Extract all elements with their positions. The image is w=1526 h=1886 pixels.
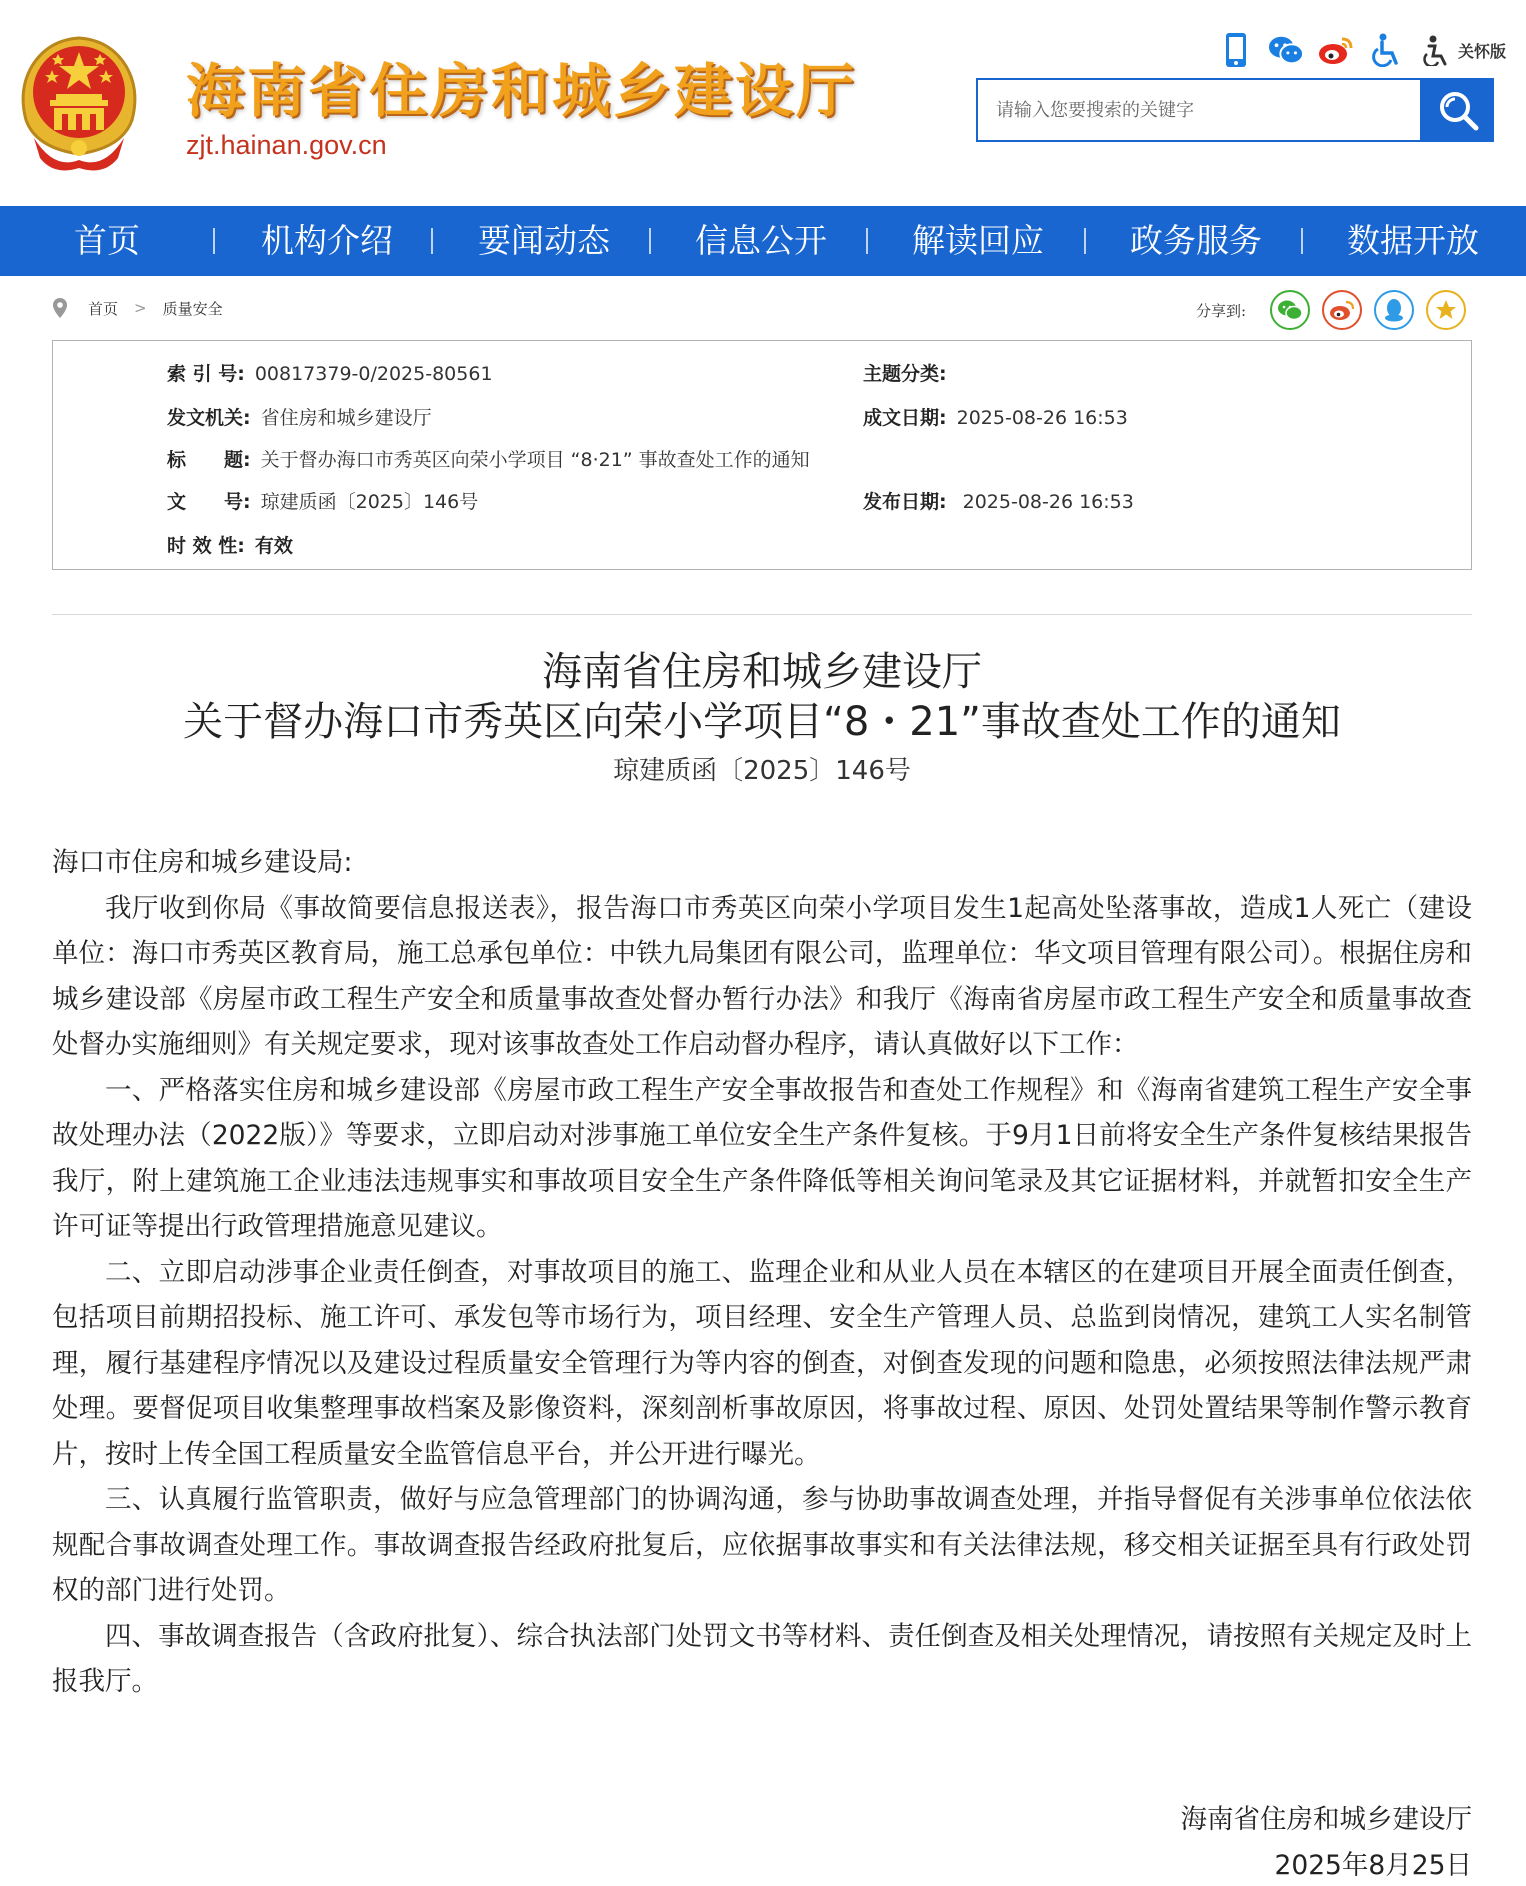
article-salutation: 海口市住房和城乡建设局: (52, 847, 353, 878)
search-button[interactable] (1422, 78, 1494, 142)
meta-validity (167, 531, 293, 558)
meta-label: 文 号: (167, 491, 251, 513)
wechat-icon (1277, 299, 1303, 321)
meta-index-number (167, 359, 493, 386)
nav-separator (866, 228, 868, 254)
search-icon (1437, 89, 1479, 131)
article-paragraph: 二、立即启动涉事企业责任倒查，对事故项目的施工、监理企业和从业人员在本辖区的在建项目开展全面责任倒查，包括项目前期招投标、施工许可、承发包等市场行为，项目经理、安全生产管理人员、总监到岗情况，建筑工人实名制管理，履行基建程序情况以及建设过程质量安全管理行为等内容的倒查，对倒查发现的问题和隐患，必须按照法律法规严肃处理。要督促项目收集整理事故档案及影像资料，深刻剖析事故原因，将事故过程、原因、处罚处置结果等制作警示教育片，按时上传全国工程质量安全监管信息平台，并公开进行曝光。 (52, 1256, 1472, 1470)
article-paragraph: 我厅收到你局《事故简要信息报送表》，报告海口市秀英区向荣小学项目发生1起高处坠落事故，造成1人死亡（建设单位：海口市秀英区教育局，施工总承包单位：中铁九局集团有限公司，监理单位：华文项目管理有限公司）。根据住房和城乡建设部《房屋市政工程生产安全和质量事故查处督办暂行办法》和我厅《海南省房屋市政工程生产安全和质量事故查处督办实施细则》有关规定要求，现对该事故查处工作启动督办程序，请认真做好以下工作： (52, 892, 1472, 1060)
document-meta-box (52, 340, 1472, 570)
nav-item-interpretation[interactable]: 解读回应 (912, 221, 1044, 260)
meta-label: 标 题: (167, 449, 251, 471)
care-mode-icon[interactable] (1418, 32, 1454, 68)
meta-value: 有效 (254, 535, 293, 557)
article-body (52, 840, 1472, 1705)
meta-published-date (863, 487, 1134, 514)
nav-item-open-data[interactable]: 数据开放 (1347, 221, 1479, 260)
meta-issuer (167, 403, 432, 430)
national-emblem-logo[interactable] (14, 30, 144, 176)
nav-item-home[interactable]: 首页 (74, 221, 140, 260)
main-nav (0, 206, 1526, 276)
star-icon (1434, 298, 1458, 322)
nav-item-news[interactable]: 要闻动态 (478, 221, 610, 260)
site-title[interactable]: 海南省住房和城乡建设厅 (186, 57, 858, 125)
top-icon-bar (1218, 30, 1506, 70)
meta-label: 成文日期: (863, 407, 947, 429)
nav-separator (1301, 228, 1303, 254)
accessibility-icon[interactable] (1368, 32, 1404, 68)
qq-icon (1383, 298, 1405, 322)
meta-label: 主题分类: (863, 363, 947, 385)
share-wechat-button[interactable] (1270, 290, 1310, 330)
meta-value: 省住房和城乡建设厅 (260, 407, 432, 429)
care-mode-label[interactable]: 关怀版 (1458, 41, 1507, 61)
nav-item-about[interactable]: 机构介绍 (261, 221, 393, 260)
article-doc-number: 琼建质函〔2025〕146号 (613, 756, 911, 786)
signature-org: 海南省住房和城乡建设厅 (1180, 1804, 1472, 1835)
meta-value: 2025-08-26 16:53 (962, 491, 1134, 513)
nav-separator (213, 228, 215, 254)
mobile-icon[interactable] (1218, 32, 1254, 68)
breadcrumb-current[interactable]: 质量安全 (162, 299, 223, 318)
article-title-line2: 关于督办海口市秀英区向荣小学项目“8・21”事故查处工作的通知 (183, 699, 1341, 745)
share-qq-button[interactable] (1374, 290, 1414, 330)
meta-doc-number (167, 487, 478, 514)
meta-topic (863, 359, 957, 386)
meta-created-date (863, 403, 1128, 430)
nav-separator (431, 228, 433, 254)
search-box (976, 78, 1422, 142)
location-pin-icon (52, 297, 68, 319)
article-paragraph: 一、严格落实住房和城乡建设部《房屋市政工程生产安全事故报告和查处工作规程》和《海南省建筑工程生产安全事故处理办法（2022版）》等要求，立即启动对涉事施工单位安全生产条件复核。于9月1日前将安全生产条件复核结果报告我厅，附上建筑施工企业违法违规事实和事故项目安全生产条件降低等相关询问笔录及其它证据材料，并就暂扣安全生产许可证等提出行政管理措施意见建议。 (52, 1074, 1472, 1242)
divider (52, 614, 1472, 615)
meta-label: 索 引 号: (167, 363, 245, 385)
breadcrumb-home[interactable]: 首页 (88, 299, 119, 318)
wechat-icon[interactable] (1268, 32, 1304, 68)
meta-value: 2025-08-26 16:53 (956, 407, 1128, 429)
article-title-line1: 海南省住房和城乡建设厅 (542, 649, 982, 695)
share-favorite-button[interactable] (1426, 290, 1466, 330)
share-label: 分享到: (1196, 301, 1247, 320)
article-paragraph: 三、认真履行监管职责，做好与应急管理部门的协调沟通，参与协助事故调查处理，并指导督促有关涉事单位依法依规配合事故调查处理工作。事故调查报告经政府批复后，应依据事故事实和有关法律法规，移交相关证据至具有行政处罚权的部门进行处罚。 (52, 1484, 1472, 1606)
article-paragraph: 四、事故调查报告（含政府批复）、综合执法部门处罚文书等材料、责任倒查及相关处理情况，请按照有关规定及时上报我厅。 (52, 1620, 1472, 1697)
share-weibo-button[interactable] (1322, 290, 1362, 330)
meta-value: 关于督办海口市秀英区向荣小学项目 “8·21” 事故查处工作的通知 (260, 449, 810, 471)
nav-separator (1084, 228, 1086, 254)
site-url[interactable]: zjt.hainan.gov.cn (186, 130, 387, 160)
nav-separator (649, 228, 651, 254)
weibo-icon (1329, 299, 1355, 321)
nav-item-disclosure[interactable]: 信息公开 (695, 221, 827, 260)
share-bar (1196, 290, 1466, 330)
meta-label: 发文机关: (167, 407, 251, 429)
meta-label: 发布日期: (863, 491, 947, 513)
meta-value: 琼建质函〔2025〕146号 (260, 491, 479, 513)
nav-item-services[interactable]: 政务服务 (1130, 221, 1262, 260)
breadcrumb (52, 296, 223, 320)
chevron-right-icon: > (134, 299, 147, 317)
meta-value: 00817379-0/2025-80561 (254, 363, 493, 385)
signature-date: 2025年8月25日 (1274, 1850, 1472, 1881)
weibo-icon[interactable] (1318, 32, 1354, 68)
search-input[interactable] (978, 80, 1422, 140)
meta-label: 时 效 性: (167, 535, 245, 557)
meta-title (167, 445, 810, 472)
site-header (0, 0, 1526, 206)
